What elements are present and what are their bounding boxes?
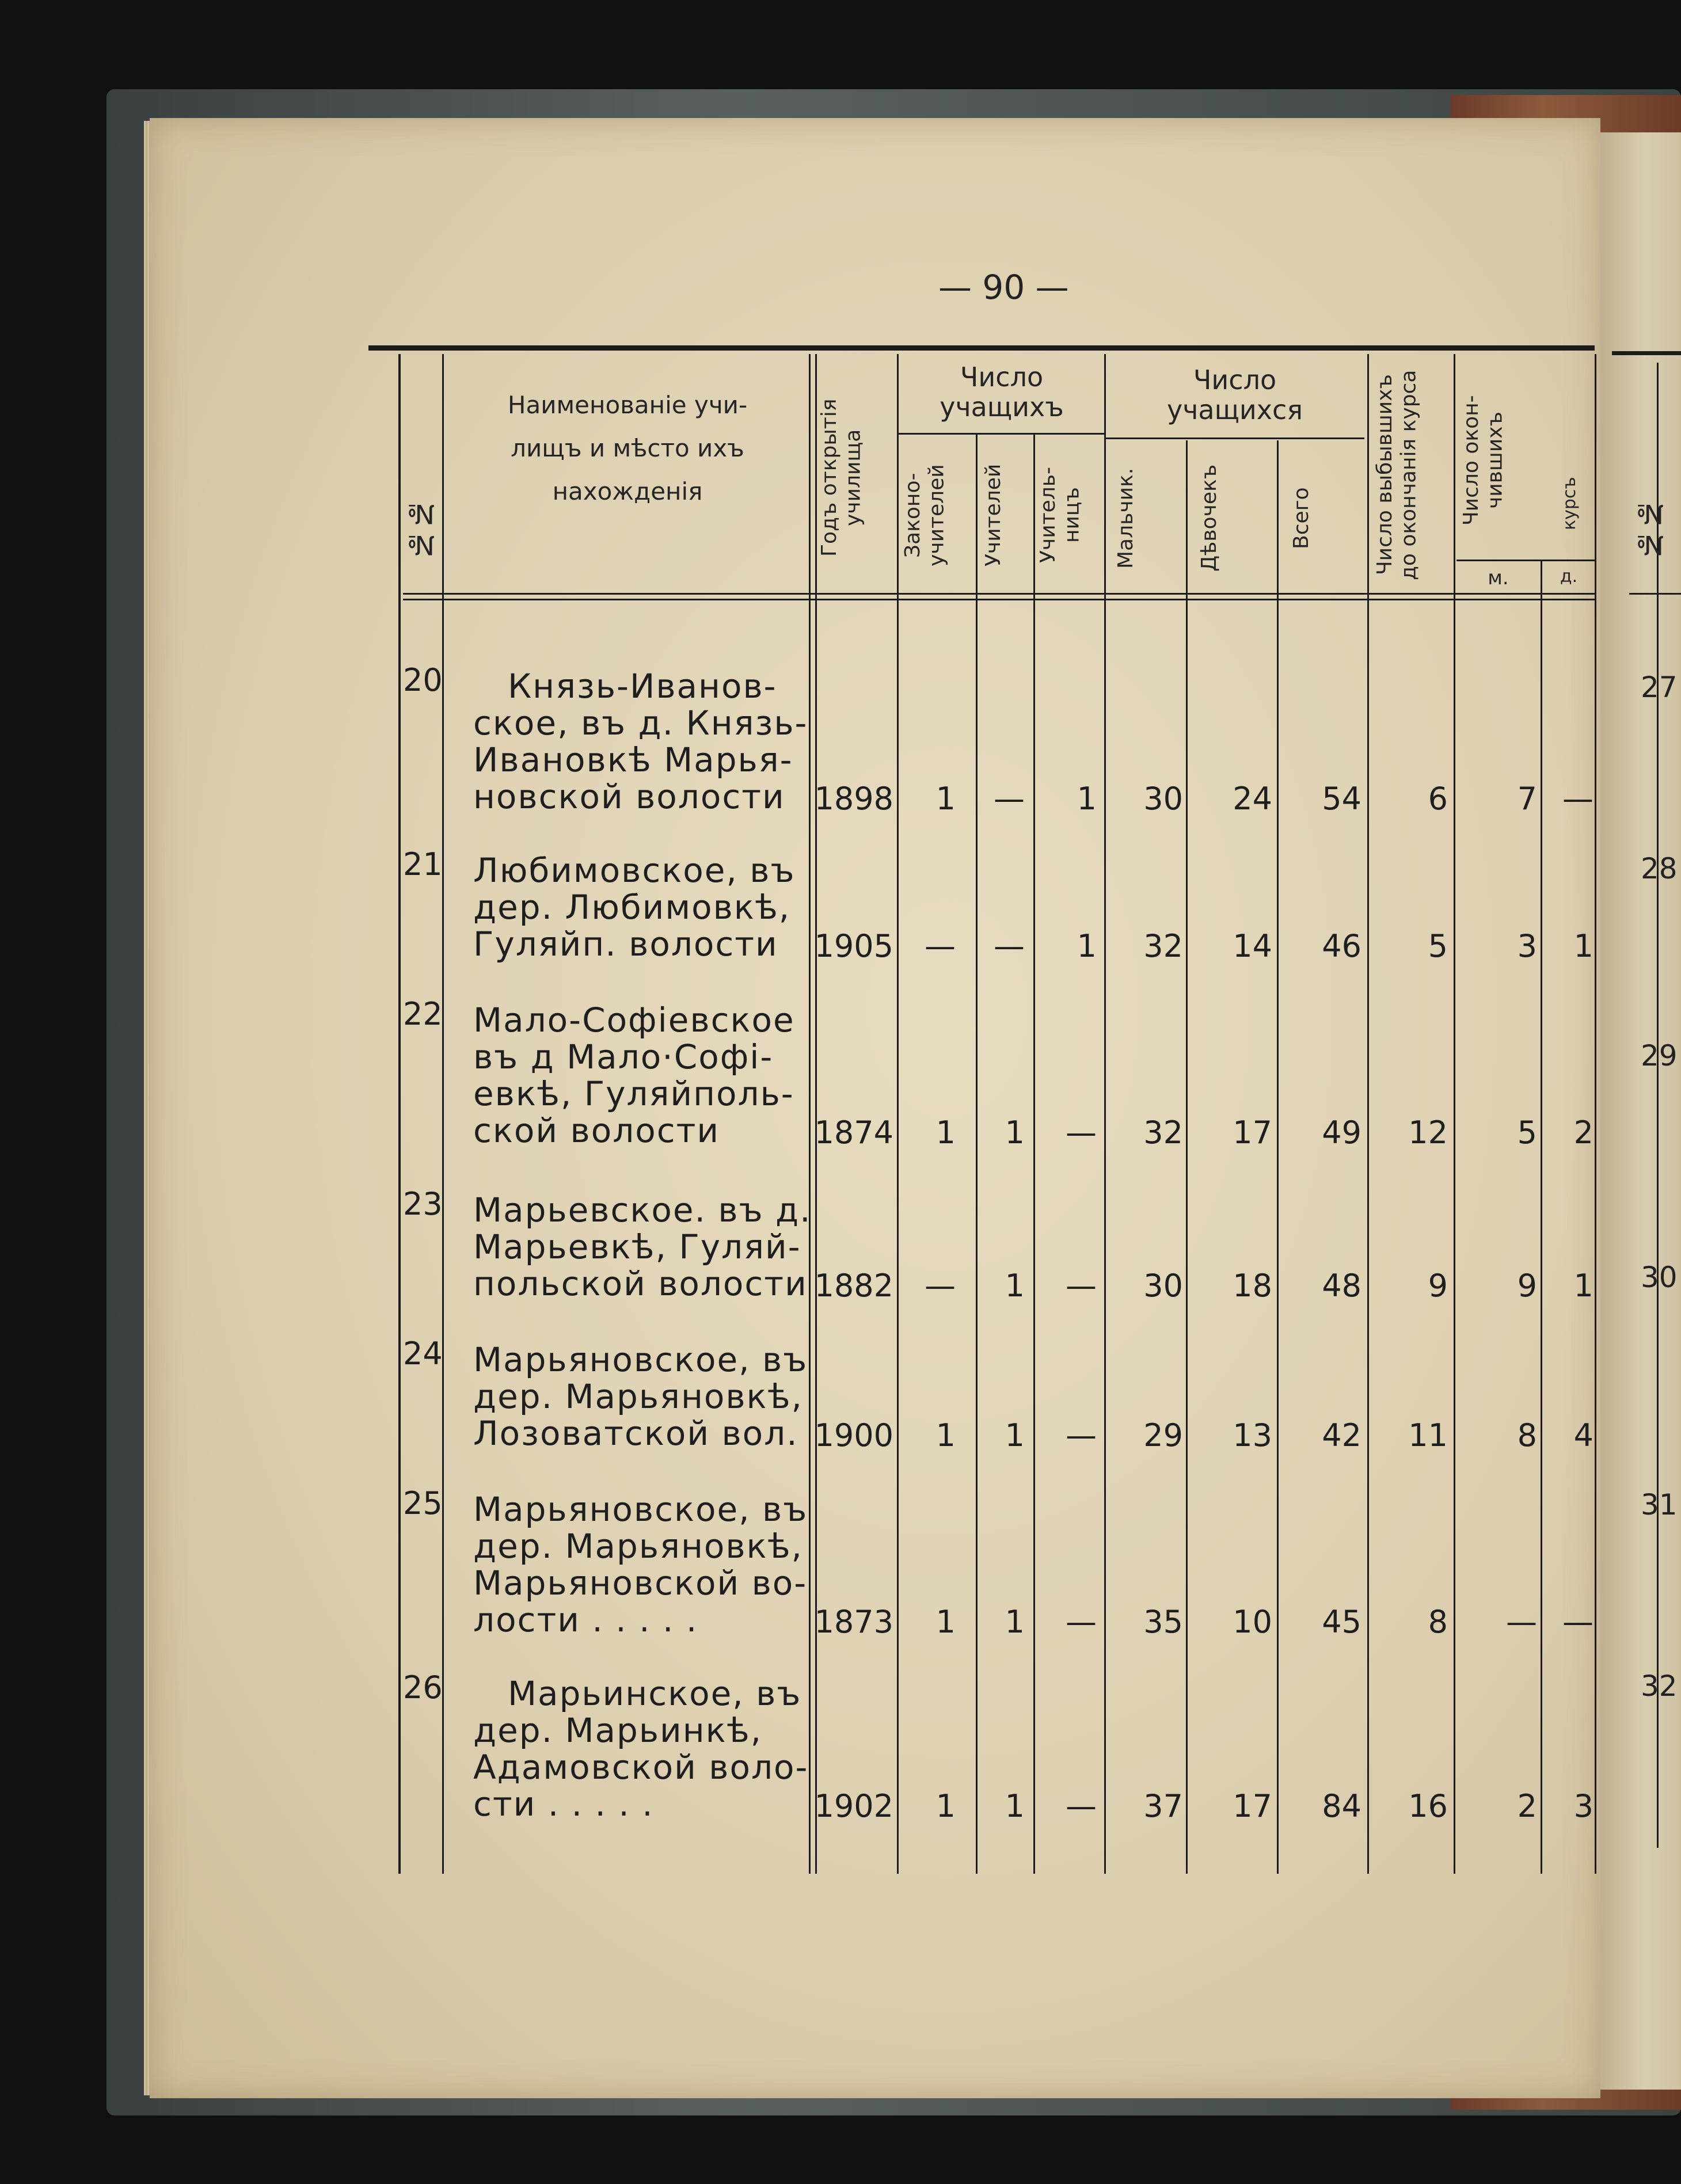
name-line: дер. Марьяновкѣ,: [473, 1377, 803, 1416]
header-d: д.: [1560, 566, 1578, 587]
name-line: въ д Мало·Софі-: [473, 1037, 774, 1076]
cell-uchitelnits: 1: [1077, 928, 1097, 964]
header-teachers-group: Число учащихъ: [940, 362, 1064, 423]
cell-year: 1873: [814, 1604, 893, 1640]
cell-total: 54: [1322, 781, 1361, 817]
right-row-number: 30: [1641, 1261, 1678, 1294]
cell-zakon: 1: [935, 1604, 956, 1640]
cell-fin-d: 1: [1573, 1268, 1593, 1304]
name-line: Марьяновское, въ: [473, 1340, 808, 1379]
name-line: новской волости: [473, 777, 785, 816]
cell-zakon: —: [925, 928, 956, 964]
cell-uchitelnits: —: [1066, 1114, 1097, 1151]
cell-uchitelnits: —: [1066, 1788, 1097, 1824]
cell-fin-m: —: [1506, 1604, 1537, 1640]
right-page-header: №№: [1634, 499, 1665, 561]
cell-fin-m: 9: [1517, 1268, 1537, 1304]
name-line: евкѣ, Гуляйполь-: [473, 1074, 794, 1113]
header-pupils-group: Число учащихся: [1167, 364, 1303, 425]
header-name: Наименованіе учи- лищъ и мѣсто ихъ нахожденія: [507, 391, 748, 506]
row-number: 23: [403, 1186, 443, 1222]
cell-zakon: 1: [935, 1788, 956, 1824]
right-row-number: 27: [1641, 671, 1678, 704]
cell-boys: 32: [1143, 928, 1183, 964]
cell-total: 48: [1322, 1268, 1361, 1304]
cell-uchitelei: 1: [1005, 1788, 1025, 1824]
name-line: Мало-Софіевское: [473, 1000, 795, 1040]
cell-total: 49: [1322, 1114, 1361, 1151]
row-number: 25: [403, 1485, 443, 1521]
cell-total: 45: [1322, 1604, 1361, 1640]
name-line: Марьевское. въ д.: [473, 1190, 812, 1230]
row-school-name: [473, 1675, 813, 1822]
name-line: Ивановкѣ Марья-: [473, 740, 793, 779]
cell-uchitelei: 1: [1005, 1114, 1025, 1151]
header-total: Всего: [1290, 487, 1313, 549]
cell-total: 46: [1322, 928, 1361, 964]
name-line: Любимовское, въ: [473, 851, 796, 890]
cell-boys: 35: [1143, 1604, 1183, 1640]
cell-year: 1882: [814, 1268, 893, 1304]
cell-uchitelei: 1: [1005, 1604, 1025, 1640]
cell-dropped: 11: [1408, 1417, 1448, 1454]
cell-uchitelei: —: [994, 781, 1025, 817]
cell-year: 1902: [814, 1788, 893, 1824]
header-finished-cut: курсъ: [1560, 477, 1580, 531]
cell-dropped: 12: [1408, 1114, 1448, 1151]
cell-boys: 37: [1143, 1788, 1183, 1824]
cell-uchitelei: 1: [1005, 1268, 1025, 1304]
right-row-number: 29: [1641, 1039, 1678, 1072]
cell-year: 1898: [814, 781, 893, 817]
name-line: Марьяновской во-: [473, 1563, 808, 1603]
cell-boys: 30: [1143, 1268, 1183, 1304]
cell-fin-d: —: [1562, 1604, 1593, 1640]
cell-zakon: 1: [935, 1417, 956, 1454]
header-uchitelei: Учителей: [982, 463, 1005, 567]
name-line: лости . . . . .: [473, 1600, 698, 1639]
row-school-name: [473, 1341, 813, 1452]
cell-girls: 17: [1233, 1114, 1272, 1151]
header-uchitelnits: Учитель- ницъ: [1036, 467, 1084, 564]
cell-fin-d: 3: [1573, 1788, 1593, 1824]
cell-fin-m: 7: [1517, 781, 1537, 817]
cell-dropped: 16: [1408, 1788, 1448, 1824]
cell-boys: 29: [1143, 1417, 1183, 1454]
right-row-number: 28: [1641, 852, 1678, 885]
row-school-name: [473, 668, 813, 815]
header-year: Годъ открытія училища: [817, 398, 865, 557]
page-number: — 90 —: [938, 268, 1069, 307]
name-line: Князь-Иванов-: [508, 667, 777, 706]
row-number: 24: [403, 1335, 443, 1372]
cell-girls: 18: [1233, 1268, 1272, 1304]
cell-fin-d: 1: [1573, 928, 1593, 964]
cell-year: 1874: [814, 1114, 893, 1151]
cell-total: 42: [1322, 1417, 1361, 1454]
cell-year: 1900: [814, 1417, 893, 1454]
cell-dropped: 8: [1428, 1604, 1448, 1640]
right-page: [1589, 132, 1681, 2090]
row-number: 26: [403, 1669, 443, 1706]
row-number: 22: [403, 996, 443, 1032]
name-line: ской волости: [473, 1111, 720, 1150]
cell-fin-d: —: [1562, 781, 1593, 817]
cell-zakon: 1: [935, 781, 956, 817]
cell-fin-d: 2: [1573, 1114, 1593, 1151]
header-dropped: Число выбывшихъ до окончанія курса: [1373, 370, 1421, 580]
header-number: №№: [405, 499, 436, 561]
name-line: дер. Любимовкѣ,: [473, 888, 791, 927]
cell-zakon: —: [925, 1268, 956, 1304]
cell-uchitelei: 1: [1005, 1417, 1025, 1454]
name-line: Марьяновское, въ: [473, 1490, 808, 1529]
cell-girls: 10: [1233, 1604, 1272, 1640]
cell-girls: 17: [1233, 1788, 1272, 1824]
cell-fin-m: 8: [1517, 1417, 1537, 1454]
cell-fin-m: 2: [1517, 1788, 1537, 1824]
name-line: дер. Марьяновкѣ,: [473, 1527, 803, 1566]
cell-uchitelnits: —: [1066, 1604, 1097, 1640]
cell-uchitelnits: 1: [1077, 781, 1097, 817]
header-m: м.: [1488, 566, 1509, 589]
row-number: 20: [403, 662, 443, 698]
cell-girls: 14: [1233, 928, 1272, 964]
cell-fin-d: 4: [1573, 1417, 1593, 1454]
cell-fin-m: 3: [1517, 928, 1537, 964]
cell-dropped: 6: [1428, 781, 1448, 817]
cell-uchitelnits: —: [1066, 1268, 1097, 1304]
cell-boys: 30: [1143, 781, 1183, 817]
name-line: Лозоватской вол.: [473, 1414, 798, 1453]
name-line: дер. Марьинкѣ,: [473, 1711, 763, 1750]
right-row-number: 32: [1641, 1669, 1678, 1703]
header-zakon: Законо- учителей: [901, 464, 949, 566]
cell-dropped: 9: [1428, 1268, 1448, 1304]
cell-fin-m: 5: [1517, 1114, 1537, 1151]
row-school-name: [473, 1002, 813, 1149]
cell-zakon: 1: [935, 1114, 956, 1151]
cell-uchitelei: —: [994, 928, 1025, 964]
row-school-name: [473, 1192, 813, 1302]
table-top-rule: [368, 345, 1595, 351]
header-boys: Мальчик.: [1114, 467, 1138, 569]
name-line: сти . . . . .: [473, 1785, 654, 1824]
name-line: польской волости: [473, 1264, 808, 1303]
cell-total: 84: [1322, 1788, 1361, 1824]
header-girls: Дѣвочекъ: [1197, 464, 1221, 572]
row-number: 21: [403, 846, 443, 882]
name-line: Адамовской воло-: [473, 1748, 809, 1787]
cell-dropped: 5: [1428, 928, 1448, 964]
cell-girls: 24: [1233, 781, 1272, 817]
name-line: Гуляйп. волости: [473, 924, 778, 964]
name-line: ское, въ д. Князь-: [473, 703, 808, 743]
header-finished: Число окон- чившихъ: [1459, 395, 1507, 526]
cell-girls: 13: [1233, 1417, 1272, 1454]
right-row-number: 31: [1641, 1488, 1678, 1521]
row-school-name: [473, 1491, 813, 1638]
name-line: Марьинское, въ: [508, 1674, 802, 1713]
name-line: Марьевкѣ, Гуляй-: [473, 1227, 801, 1266]
cell-uchitelnits: —: [1066, 1417, 1097, 1454]
cell-boys: 32: [1143, 1114, 1183, 1151]
row-school-name: [473, 852, 813, 962]
cell-year: 1905: [814, 928, 893, 964]
header-bottom-rule: [403, 593, 1595, 595]
